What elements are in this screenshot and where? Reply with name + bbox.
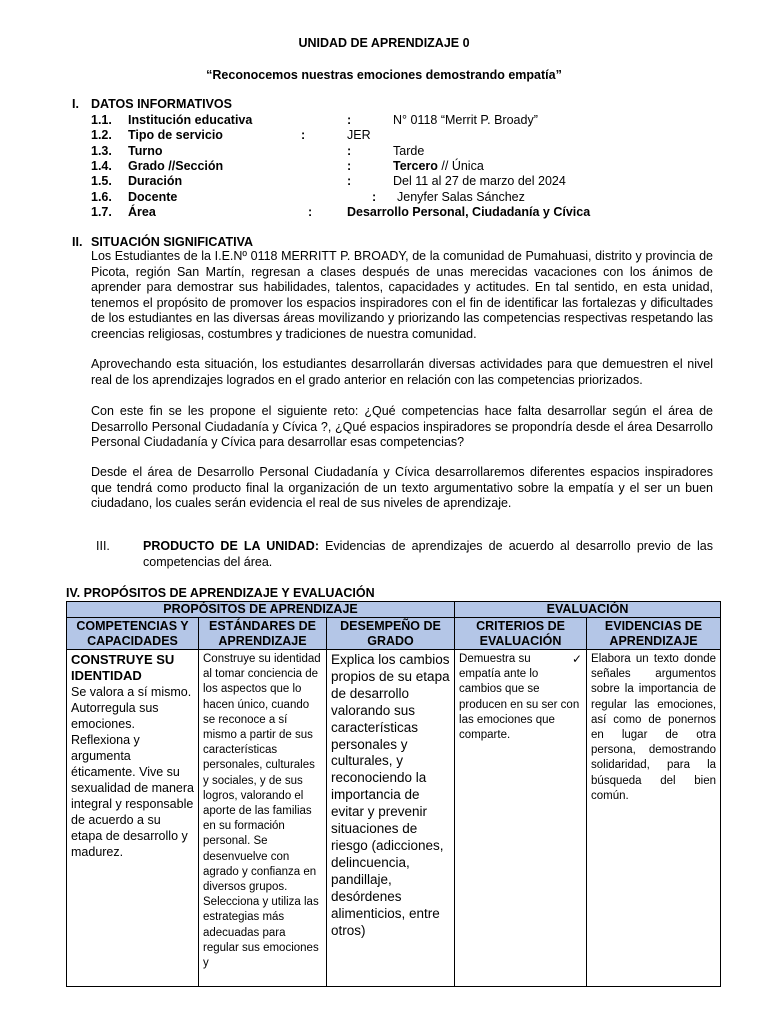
situation-paragraph-4: Desde el área de Desarrollo Personal Ciudadanía y Cívica desarrollaremos diferentes espacios inspiradores que tendrá como producto final la organización de un texto argumentativo sobre la empatía y el ser un buen ciudadano, los cuales serán evidencia el real de sus niveles de aprendizaje. [91, 465, 713, 511]
header-criterios: CRITERIOS DE EVALUACIÓN [455, 618, 587, 650]
checkmark-icon: ✓ [571, 652, 583, 666]
info-number: 1.2. [91, 128, 112, 142]
section-3-number: III. [96, 539, 110, 553]
info-value: JER [347, 128, 371, 142]
criterio-text: Demuestra su empatía ante lo cambios que se producen en su ser con las emociones que comparte. [459, 653, 580, 742]
info-value: Jenyfer Salas Sánchez [397, 190, 525, 204]
info-colon: : [301, 128, 306, 142]
group-header-evaluation: EVALUACIÓN [455, 602, 721, 618]
info-row-tipo-servicio [91, 128, 711, 143]
info-number: 1.7. [91, 205, 112, 219]
section-3-text: Evidencias de aprendizajes de acuerdo al desarrollo previo de las competencias del área. [143, 539, 713, 569]
info-value: N° 0118 “Merrit P. Broady” [393, 113, 538, 127]
info-row-grado-seccion [91, 159, 711, 174]
header-evidencias: EVIDENCIAS DE APRENDIZAJE [587, 618, 721, 650]
section-4-heading [66, 586, 375, 600]
situation-paragraph-3: Con este fin se les propone el siguiente reto: ¿Qué competencias hace falta desarrollar según el área de Desarrollo Personal Ciudadanía y Cívica ?, ¿Qué espacios inspiradores se propondría desde el área Desarrollo Personal Ciudadanía y Cívica para desarrollar esas competencias? [91, 404, 713, 450]
section-2-number: II. [72, 235, 83, 249]
info-row-institucion [91, 113, 711, 128]
info-number: 1.3. [91, 144, 112, 158]
info-row-docente [91, 190, 711, 205]
cell-desempeno: Explica los cambios propios de su etapa de desarrollo valorando sus características personales y culturales, y reconociendo la importancia de evitar y prevenir situaciones de riesgo (adicciones, delincuencia, pandillaje, desórdenes alimenticios, entre otros) [327, 650, 455, 987]
situation-paragraph-2: Aprovechando esta situación, los estudiantes desarrollarán diversas actividades para que demuestren el nivel real de los aprendizajes logrados en el grado anterior en relación con las competencias priorizados. [91, 357, 713, 387]
info-colon: : [347, 174, 352, 188]
info-number: 1.5. [91, 174, 112, 188]
info-label: Institución educativa [128, 113, 253, 127]
info-colon: : [308, 205, 313, 219]
purposes-evaluation-table [66, 601, 721, 987]
table-group-header-row [67, 602, 721, 618]
info-colon: : [347, 113, 352, 127]
section-4-number: IV. [66, 586, 81, 600]
info-label: Duración [128, 174, 183, 188]
cell-competencias [67, 650, 199, 987]
section-3-paragraph [143, 539, 713, 570]
info-number: 1.4. [91, 159, 112, 173]
info-value: Desarrollo Personal, Ciudadanía y Cívica [347, 205, 591, 219]
section-3-title: PRODUCTO DE LA UNIDAD: [143, 539, 319, 553]
info-row-area [91, 205, 711, 220]
section-2-title: SITUACIÓN SIGNIFICATIVA [91, 235, 254, 249]
info-colon: : [347, 144, 352, 158]
section-1-number: I. [72, 97, 79, 111]
cell-criterio [455, 650, 587, 987]
info-label: Tipo de servicio [128, 128, 223, 142]
info-value: Del 11 al 27 de marzo del 2024 [393, 174, 566, 188]
info-value: Tarde [393, 144, 425, 158]
grade-value: Tercero [393, 159, 438, 173]
info-number: 1.6. [91, 190, 112, 204]
info-label: Área [128, 205, 156, 219]
info-colon: : [347, 159, 352, 173]
section-1-heading [72, 97, 232, 111]
info-label: Docente [128, 190, 178, 204]
cell-estandar: Construye su identidad al tomar conciencia de los aspectos que lo hacen único, cuando se reconoce a sí mismo a partir de sus características personales, culturales y sociales, y de sus logros, valorando el aporte de las familias en su formación personal. Se desenvuelve con agrado y confianza en diversos grupos. Selecciona y utiliza las estrategias más adecuadas para regular sus emociones y [199, 650, 327, 987]
unit-title: UNIDAD DE APRENDIZAJE 0 [298, 36, 470, 50]
info-row-duracion [91, 174, 711, 189]
table-row [67, 650, 721, 987]
header-competencias: COMPETENCIAS Y CAPACIDADES [67, 618, 199, 650]
section-2-heading [72, 235, 253, 249]
section-4-title: PROPÓSITOS DE APRENDIZAJE Y EVALUACIÓN [83, 586, 375, 600]
info-row-turno [91, 144, 711, 159]
info-number: 1.1. [91, 113, 112, 127]
info-label: Grado //Sección [128, 159, 224, 173]
cell-evidencia: Elabora un texto donde señales argumentos sobre la importancia de regular las emociones, así como de ponernos en lugar de otra persona, demostrando solidaridad, para la búsqueda del bien común. [587, 650, 721, 987]
competencia-title: CONSTRUYE SU IDENTIDAD [71, 652, 175, 683]
section-value: // Única [437, 159, 484, 173]
table-header-row [67, 618, 721, 650]
info-label: Turno [128, 144, 163, 158]
info-colon: : [372, 190, 377, 204]
unit-subtitle: “Reconocemos nuestras emociones demostrando empatía” [206, 68, 562, 82]
section-1-title: DATOS INFORMATIVOS [91, 97, 232, 111]
competencia-capacidades: Se valora a sí mismo. Autorregula sus emociones. Reflexiona y argumenta éticamente. Vive su sexualidad de manera integral y responsable de acuerdo a su etapa de desarrollo y madurez. [71, 685, 194, 859]
info-value [393, 159, 484, 173]
group-header-purposes: PROPÓSITOS DE APRENDIZAJE [67, 602, 455, 618]
situation-paragraph-1: Los Estudiantes de la I.E.Nº 0118 MERRITT P. BROADY, de la comunidad de Pumahuasi, distrito y provincia de Picota, región San Martín, regresan a clases después de unas merecidas vacaciones con los ánimos de aprender para demostrar sus habilidades, talentos, capacidades y actitudes. En tal sentido, en esta unidad, tenemos el propósito de promover los espacios inspiradores con el fin de identificar las fortalezas y dificultades de los estudiantes en las diversas áreas movilizando y priorizando las competencias respectivas respetando las creencias religiosas, costumbres y tradiciones de nuestra comunidad. [91, 249, 713, 341]
header-desempeno: DESEMPEÑO DE GRADO [327, 618, 455, 650]
header-estandares: ESTÁNDARES DE APRENDIZAJE [199, 618, 327, 650]
